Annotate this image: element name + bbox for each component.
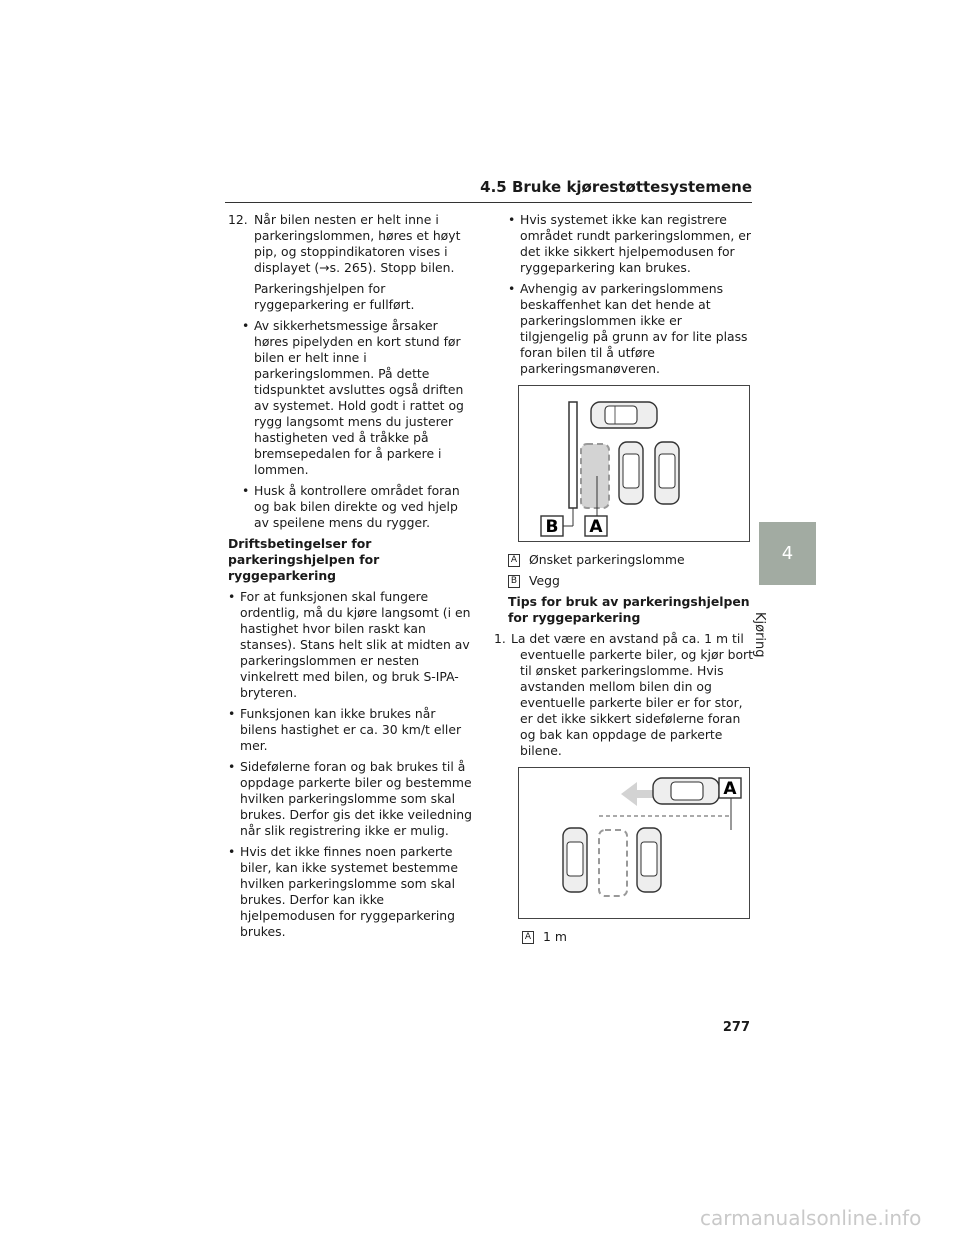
desired-space-shape	[581, 444, 609, 508]
bullet-item: • Hvis det ikke finnes noen parkerte biler, kan ikke systemet bestemme hvilken parkeringslomme som skal brukes. Derfor kan ikke hjelpemodusen for ryggeparkering brukes.	[228, 844, 459, 939]
conditions-heading: Driftsbetingelser for parkeringshjelpen for ryggeparkering	[228, 536, 380, 583]
completion-text: Parkeringshjelpen for ryggeparkering er fullført.	[254, 281, 415, 312]
legend-key: A	[522, 931, 534, 944]
bullet-dot-icon: •	[228, 589, 236, 604]
bullet-item: • Funksjonen kan ikke brukes når bilens hastighet er ca. 30 km/t eller mer.	[228, 706, 462, 753]
label-a: A	[589, 517, 603, 537]
bullet-item: • Avhengig av parkeringslommens beskaffenhet kan det hende at parkeringslommen ikke er tilgjengelig på grunn av for lite plass foran bilen til å utføre parkeringsmanøveren.	[508, 281, 748, 376]
parked-car-left	[563, 828, 587, 892]
arrow-left-icon	[621, 782, 653, 806]
bullet-item: • For at funksjonen skal fungere ordentlig, må du kjøre langsomt (i en hastighet hvor bilen raskt kan stanses). Stans helt slik at midten av parkeringslommen er nesten vinkelrett med bilen, og bruk S-IPA-bryteren.	[228, 589, 471, 700]
chapter-label: Kjøring	[752, 612, 767, 658]
bullet-item: • Sidefølerne foran og bak brukes til å oppdage parkerte biler og bestemme hvilken parkeringslomme som skal brukes. Derfor gis det ikke veiledning når slik registrering ikke er mulig.	[228, 759, 472, 838]
step-1	[494, 631, 754, 759]
distance-figure	[518, 767, 750, 919]
sub-bullet: • Av sikkerhetsmessige årsaker høres pipelyden en kort stund før bilen er helt inne i parkeringslommen. På dette tidspunktet avsluttes også driften av systemet. Hold godt i rattet og rygg langsomt mens du justerer hastigheten ved å tråkke på bremsepedalen for å parkere i lommen.	[242, 318, 464, 477]
bullet-dot-icon: •	[228, 759, 236, 774]
moving-car	[653, 778, 719, 804]
parked-car-2	[655, 442, 679, 504]
label-b: B	[545, 517, 559, 537]
watermark: carmanualsonline.info	[700, 1206, 922, 1230]
bullet-dot-icon: •	[242, 318, 250, 333]
legend-key: A	[508, 554, 520, 567]
legend-a: A Ønsket parkeringslomme	[508, 552, 754, 568]
right-column	[494, 212, 754, 950]
parked-car-right	[637, 828, 661, 892]
chapter-tab: 4	[759, 522, 816, 585]
section-header: 4.5 Bruke kjørestøttesystemene	[225, 178, 752, 203]
wall-shape	[569, 402, 577, 508]
legend-key: B	[508, 575, 520, 588]
bullet-dot-icon: •	[242, 483, 250, 498]
bullet-dot-icon: •	[508, 281, 516, 296]
tips-heading: Tips for bruk av parkeringshjelpen for ryggeparkering	[508, 594, 750, 625]
parking-diagram	[519, 386, 749, 541]
legend-b: B Vegg	[508, 573, 754, 589]
car-top-horizontal	[591, 402, 657, 428]
step-12	[228, 212, 474, 276]
bullet-dot-icon: •	[228, 706, 236, 721]
legend-distance: A 1 m	[522, 929, 754, 945]
parking-space-figure	[518, 385, 750, 542]
bullet-dot-icon: •	[508, 212, 516, 227]
distance-diagram	[519, 768, 749, 918]
label-a: A	[723, 779, 737, 799]
bullet-dot-icon: •	[228, 844, 236, 859]
parked-car-1	[619, 442, 643, 504]
sub-bullet: • Husk å kontrollere området foran og bak bilen direkte og ved hjelp av speilene mens du rygger.	[242, 483, 460, 530]
desired-space-shape	[599, 830, 627, 896]
step-number: 1.	[494, 631, 506, 646]
step-text: Når bilen nesten er helt inne i parkeringslommen, høres et høyt pip, og stoppindikatoren vises i displayet (→s. 265). Stopp bilen.	[254, 212, 461, 275]
step-number: 12.	[228, 212, 248, 227]
bullet-item: • Hvis systemet ikke kan registrere området rundt parkeringslommen, er det ikke sikkert hjelpemodusen for ryggeparkering kan brukes.	[508, 212, 751, 275]
step-text: La det være en avstand på ca. 1 m til eventuelle parkerte biler, og kjør bort til ønsket parkeringslomme. Hvis avstanden mellom bilen din og eventuelle parkerte biler er for stor, er det ikke sikkert sidefølerne foran og bak kan oppdage de parkerte bilene.	[511, 631, 753, 758]
page-number: 277	[722, 1020, 750, 1035]
left-column	[228, 212, 474, 945]
